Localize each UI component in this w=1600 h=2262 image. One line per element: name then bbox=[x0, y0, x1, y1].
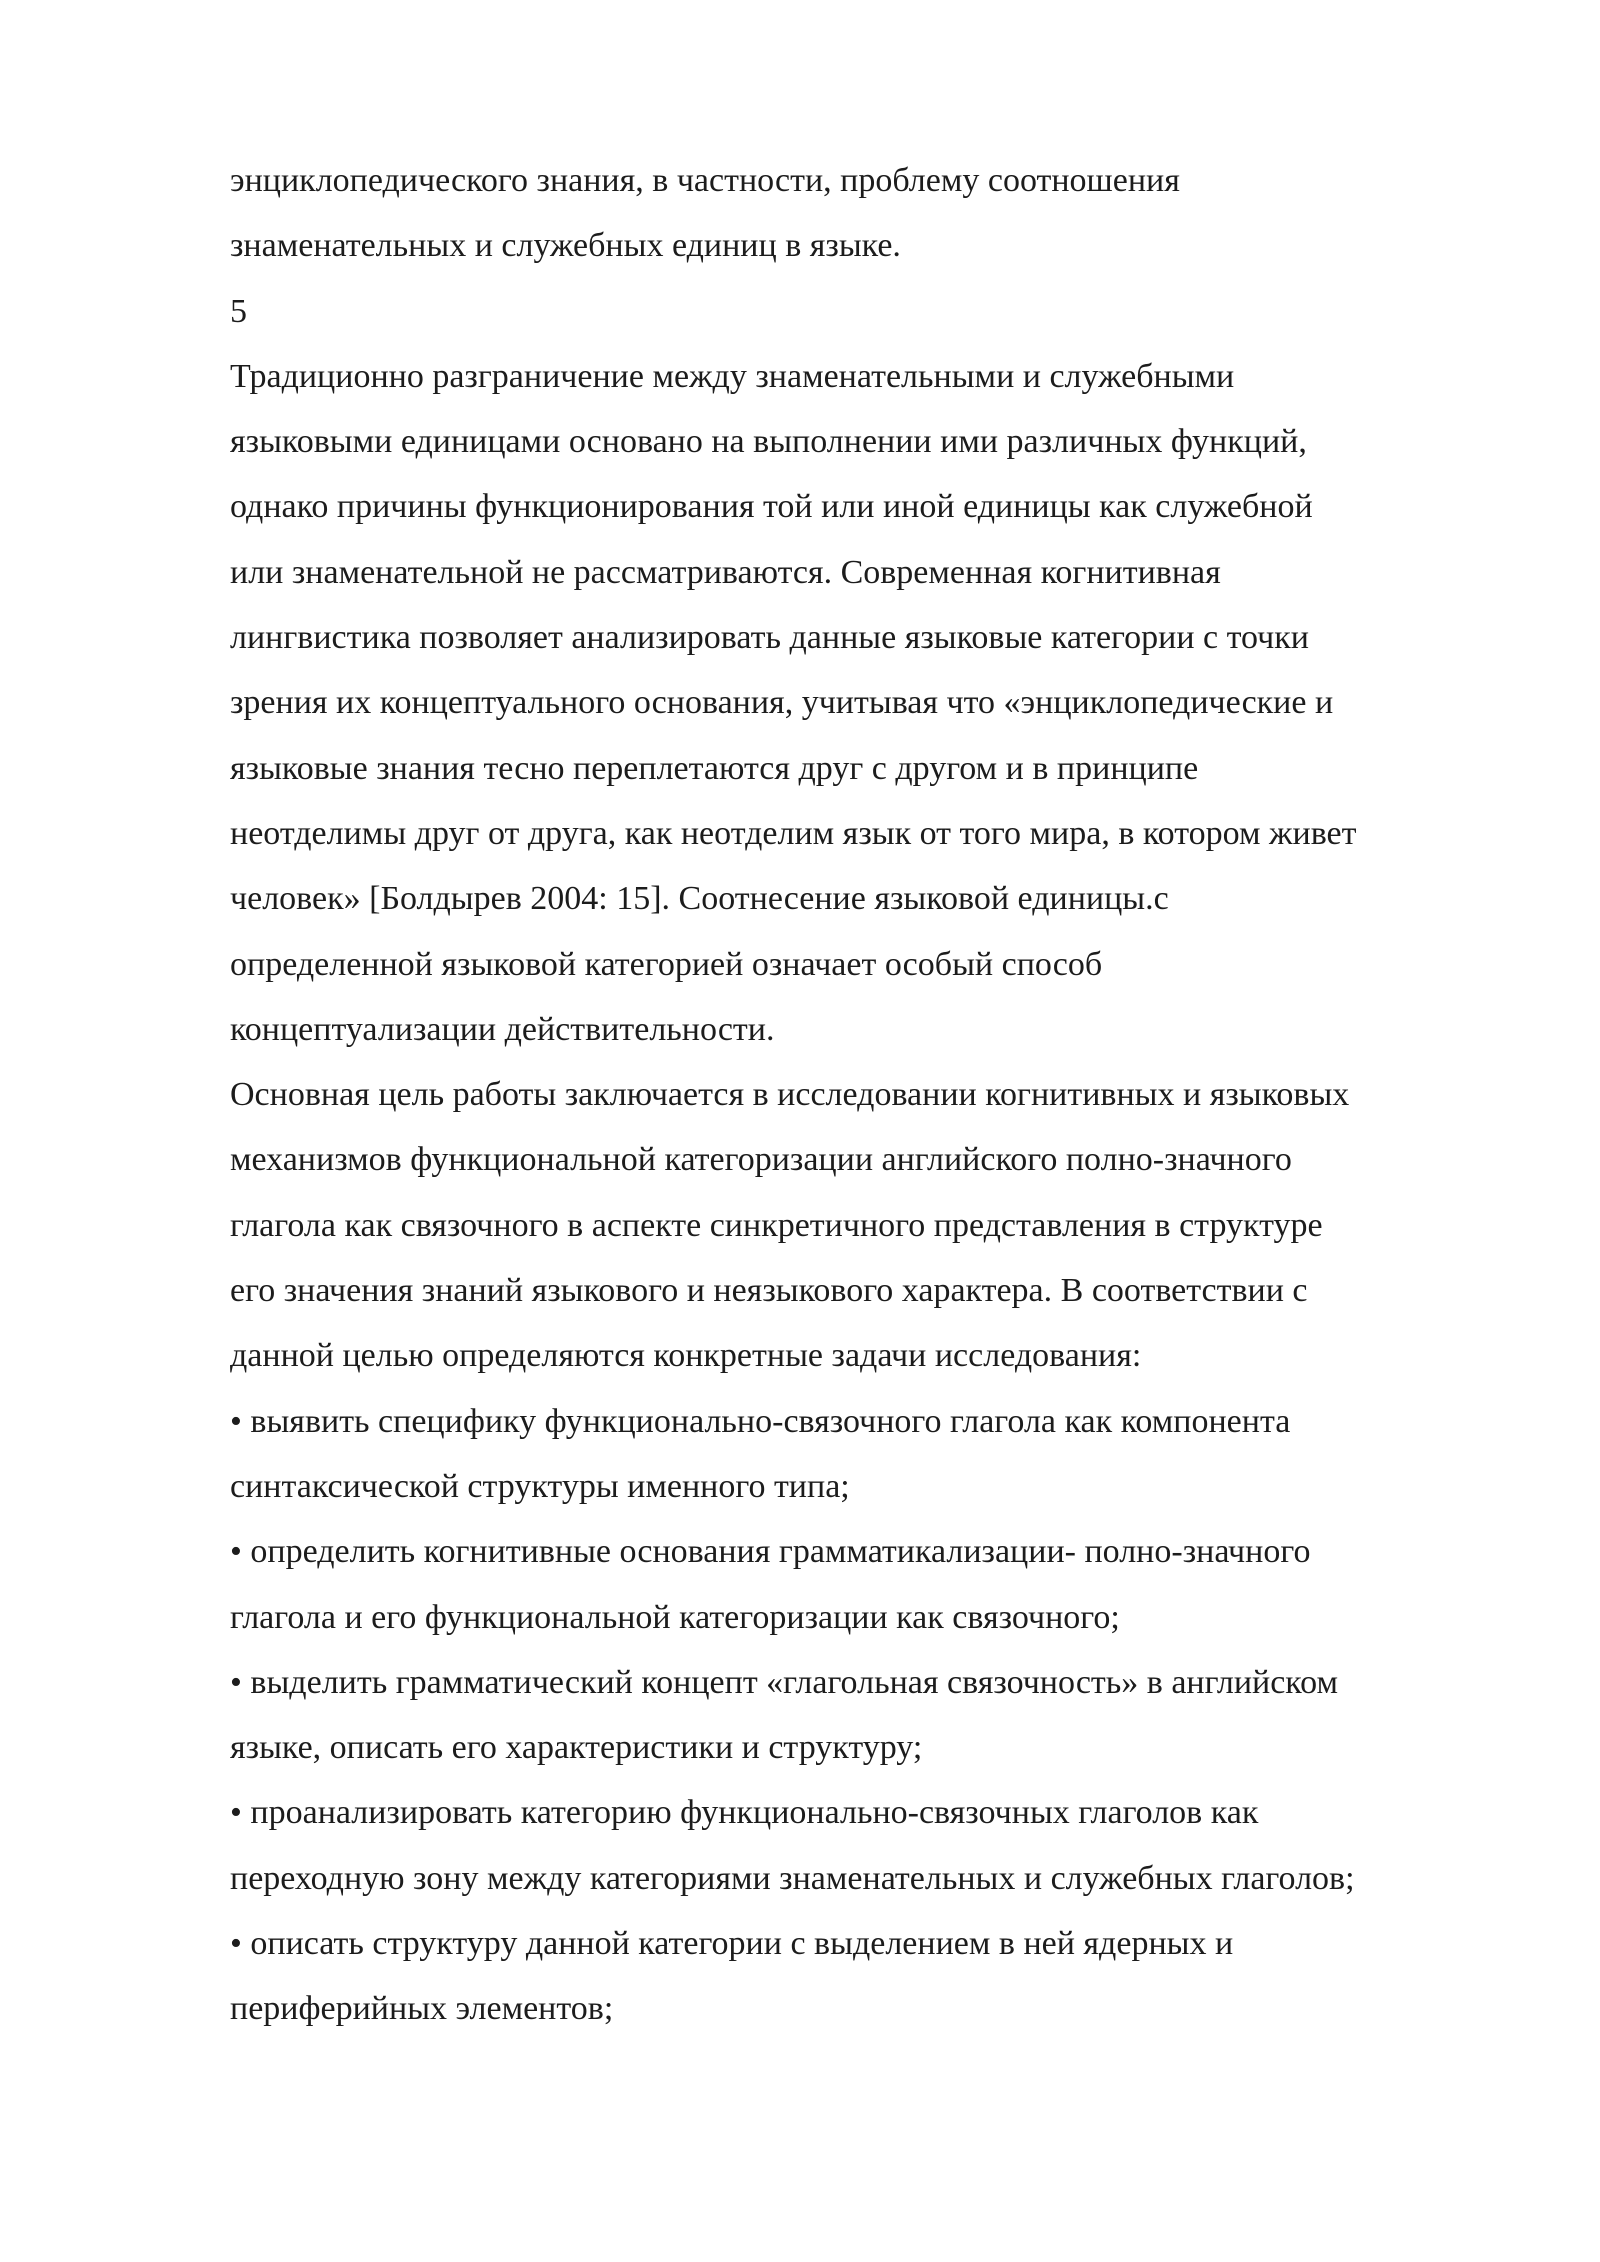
text-line: определенной языковой категорией означает особый способ bbox=[230, 945, 1103, 983]
text-line: периферийных элементов; bbox=[230, 1990, 614, 2028]
text-line: человек» [Болдырев 2004: 15]. Соотнесение языковой единицы.с bbox=[230, 880, 1169, 918]
text-line: механизмов функциональной категоризации английского полно-значного bbox=[230, 1141, 1292, 1179]
text-line: знаменательных и служебных единиц в языке. bbox=[230, 227, 901, 265]
text-line: глагола как связочного в аспекте синкретичного представления в структуре bbox=[230, 1206, 1323, 1244]
text-line: неотделимы друг от друга, как неотделим язык от того мира, в котором живет bbox=[230, 814, 1357, 852]
text-line: языке, описать его характеристики и структуру; bbox=[230, 1729, 923, 1767]
text-line: концептуализации действительности. bbox=[230, 1010, 775, 1048]
text-line: Основная цель работы заключается в исследовании когнитивных и языковых bbox=[230, 1076, 1350, 1114]
text-line: зрения их концептуального основания, учитывая что «энциклопедические и bbox=[230, 684, 1334, 722]
bullet-line: • выявить специфику функционально-связочного глагола как компонента bbox=[230, 1402, 1291, 1440]
text-line: глагола и его функциональной категоризации как связочного; bbox=[230, 1598, 1120, 1636]
bullet-line: • выделить грамматический концепт «глагольная связочность» в английском bbox=[230, 1663, 1338, 1701]
text-line: синтаксической структуры именного типа; bbox=[230, 1467, 850, 1505]
text-line: лингвистика позволяет анализировать данные языковые категории с точки bbox=[230, 619, 1309, 657]
text-line: его значения знаний языкового и неязыкового характера. В соответствии с bbox=[230, 1272, 1308, 1310]
text-line: энциклопедического знания, в частности, проблему соотношения bbox=[230, 162, 1180, 199]
text-line: данной целью определяются конкретные задачи исследования: bbox=[230, 1337, 1142, 1375]
text-line: переходную зону между категориями знаменательных и служебных глаголов; bbox=[230, 1859, 1355, 1897]
text-line: или знаменательной не рассматриваются. Современная когнитивная bbox=[230, 553, 1221, 591]
document-body bbox=[230, 148, 1530, 2042]
bullet-line: • проанализировать категорию функционально-связочных глаголов как bbox=[230, 1794, 1259, 1832]
text-line: Традиционно разграничение между знаменательными и служебными bbox=[230, 357, 1235, 395]
bullet-line: • определить когнитивные основания грамматикализации- полно-значного bbox=[230, 1533, 1311, 1571]
text-line: языковые знания тесно переплетаются друг с другом и в принципе bbox=[230, 749, 1199, 787]
page-number: 5 bbox=[230, 292, 247, 330]
text-line: языковыми единицами основано на выполнении ими различных функций, bbox=[230, 423, 1307, 461]
bullet-line: • описать структуру данной категории с выделением в ней ядерных и bbox=[230, 1925, 1234, 1963]
text-line: однако причины функционирования той или иной единицы как служебной bbox=[230, 488, 1313, 526]
